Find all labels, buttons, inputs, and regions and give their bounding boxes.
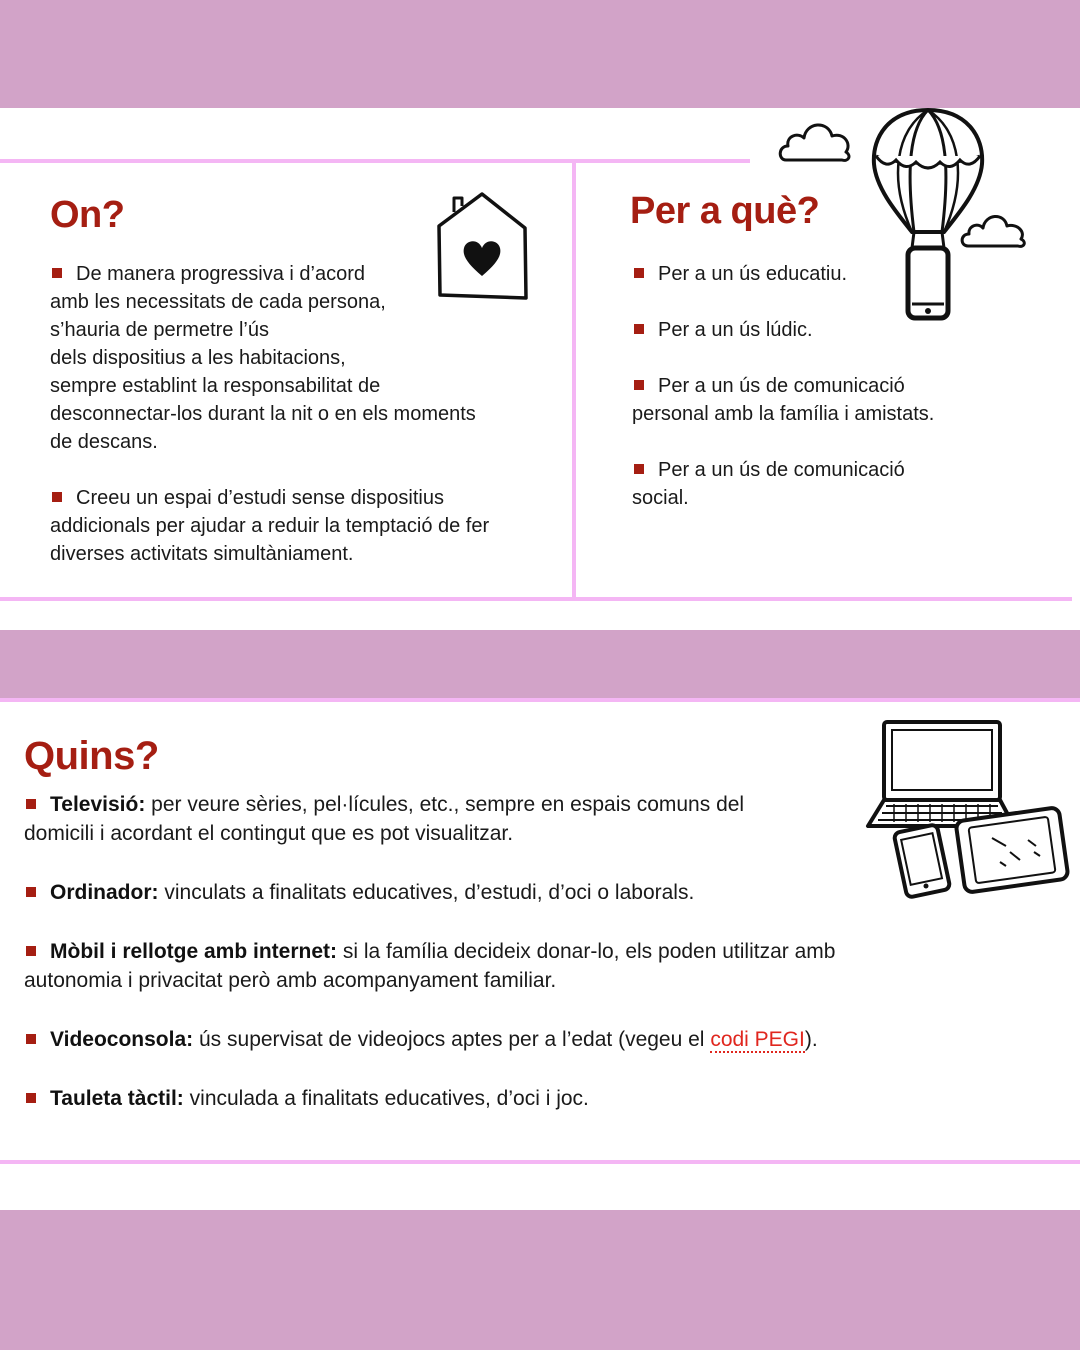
column-divider	[572, 162, 576, 599]
square-bullet-icon	[52, 492, 62, 502]
on-list-line: desconnectar-los durant la nit o en els moments	[50, 403, 476, 425]
on-list-line: s’hauria de permetre l’ús	[50, 319, 269, 341]
on-list-line: addicionals per ajudar a reduir la temptació de fer	[50, 515, 490, 537]
bottom-panel	[0, 698, 1080, 1210]
pegi-link[interactable]: codi PEGI	[710, 1028, 805, 1051]
on-list-item	[50, 260, 560, 456]
device-description: ús supervisat de videojocs aptes per a l’edat (vegeu el	[199, 1028, 705, 1051]
on-list-line: de descans.	[50, 431, 158, 453]
device-label: Mòbil i rellotge amb internet:	[50, 940, 338, 963]
device-description: si la família decideix donar-lo, els poden utilitzar amb	[342, 940, 836, 963]
cloud-right-icon	[960, 208, 1028, 252]
square-bullet-icon	[634, 324, 644, 334]
square-bullet-icon	[634, 268, 644, 278]
per-a-que-list-item	[632, 316, 1052, 344]
on-list-line: amb les necessitats de cada persona,	[50, 291, 386, 313]
device-description: vinculada a finalitats educatives, d’oci i joc.	[189, 1087, 589, 1110]
on-list	[50, 260, 560, 596]
square-bullet-icon	[634, 464, 644, 474]
bottom-panel-bottom-line	[0, 1160, 1080, 1164]
square-bullet-icon	[26, 946, 36, 956]
device-description: vinculats a finalitats educatives, d’estudi, d’oci o laborals.	[164, 881, 695, 904]
square-bullet-icon	[26, 799, 36, 809]
per-a-que-list-line: Per a un ús de comunicació	[658, 459, 905, 481]
per-a-que-list-line: Per a un ús de comunicació	[658, 375, 905, 397]
quins-list	[24, 790, 924, 1143]
per-a-que-list-line: personal amb la família i amistats.	[632, 403, 935, 425]
per-a-que-list-item	[632, 372, 1052, 428]
cloud-left-icon	[778, 114, 854, 166]
per-a-que-list-line: Per a un ús educatiu.	[658, 263, 848, 285]
top-panel	[0, 108, 1080, 630]
per-a-que-list-item	[632, 456, 1052, 512]
device-description-end: ).	[804, 1028, 818, 1051]
square-bullet-icon	[52, 268, 62, 278]
on-list-line: sempre establint la responsabilitat de	[50, 375, 381, 397]
per-a-que-list	[632, 260, 1052, 540]
per-a-que-list-line: social.	[632, 487, 689, 509]
device-description: per veure sèries, pel·lícules, etc., sempre en espais comuns del	[151, 793, 745, 816]
quins-item	[24, 1025, 924, 1054]
on-list-line: diverses activitats simultàniament.	[50, 543, 354, 565]
on-list-line: De manera progressiva i d’acord	[76, 263, 366, 285]
on-list-line: Creeu un espai d’estudi sense dispositius	[76, 487, 444, 509]
quins-item	[24, 937, 924, 995]
square-bullet-icon	[26, 1034, 36, 1044]
on-title: On?	[50, 194, 125, 236]
on-list-item	[50, 484, 560, 568]
quins-item	[24, 878, 924, 907]
bottom-panel-top-line	[0, 698, 1080, 702]
on-list-line: dels dispositius a les habitacions,	[50, 347, 346, 369]
square-bullet-icon	[26, 887, 36, 897]
per-a-que-title: Per a què?	[630, 190, 820, 232]
device-label: Tauleta tàctil:	[50, 1087, 184, 1110]
square-bullet-icon	[26, 1093, 36, 1103]
per-a-que-list-line: Per a un ús lúdic.	[658, 319, 813, 341]
device-label: Videoconsola:	[50, 1028, 194, 1051]
quins-title: Quins?	[24, 734, 159, 778]
per-a-que-list-item	[632, 260, 1052, 288]
device-label: Televisió:	[50, 793, 146, 816]
quins-item	[24, 1084, 924, 1113]
device-label: Ordinador:	[50, 881, 159, 904]
device-description: autonomia i privacitat però amb acompanyament familiar.	[24, 969, 557, 992]
bottom-divider-line	[0, 597, 1072, 601]
top-divider-line	[0, 159, 750, 163]
quins-item	[24, 790, 924, 848]
square-bullet-icon	[634, 380, 644, 390]
device-description: domicili i acordant el contingut que es pot visualitzar.	[24, 822, 514, 845]
